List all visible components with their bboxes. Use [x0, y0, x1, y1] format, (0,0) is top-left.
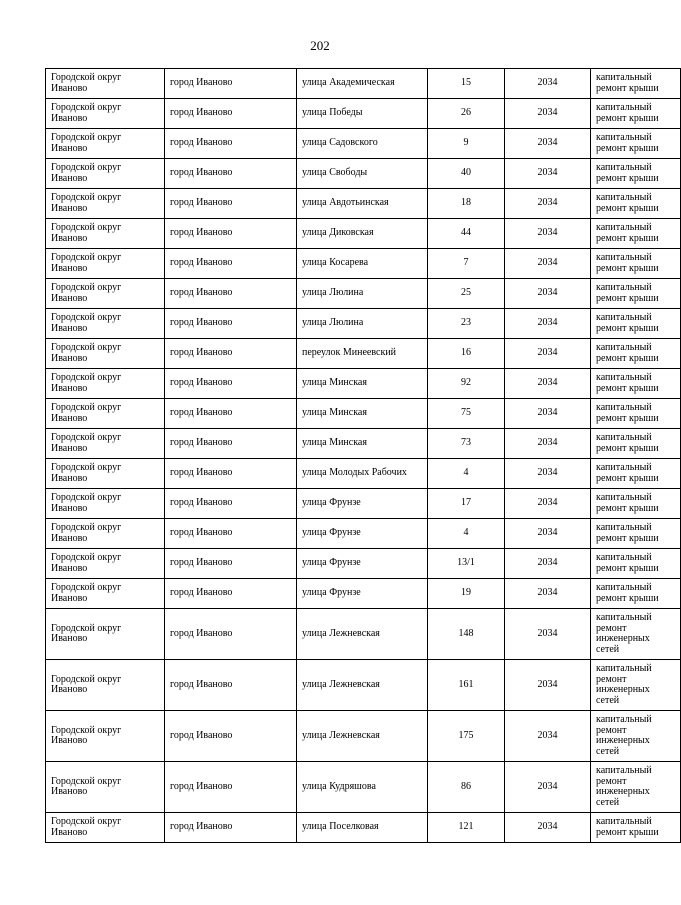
table-row — [46, 813, 681, 843]
municipality-cell: Городской округ Иваново — [46, 309, 165, 339]
city-cell: город Иваново — [165, 99, 297, 129]
work-type-cell: капитальный ремонт крыши — [591, 429, 681, 459]
street-cell: улица Лежневская — [297, 609, 428, 660]
municipality-cell: Городской округ Иваново — [46, 369, 165, 399]
municipality-cell: Городской округ Иваново — [46, 189, 165, 219]
table-row — [46, 660, 681, 711]
table-row — [46, 762, 681, 813]
house-number-cell: 26 — [428, 99, 505, 129]
house-number-cell: 19 — [428, 579, 505, 609]
table-row — [46, 159, 681, 189]
work-type-cell: капитальный ремонт крыши — [591, 249, 681, 279]
street-cell: улица Лежневская — [297, 711, 428, 762]
city-cell: город Иваново — [165, 711, 297, 762]
municipality-cell: Городской округ Иваново — [46, 69, 165, 99]
table-row — [46, 219, 681, 249]
city-cell: город Иваново — [165, 429, 297, 459]
city-cell: город Иваново — [165, 762, 297, 813]
municipality-cell: Городской округ Иваново — [46, 711, 165, 762]
city-cell: город Иваново — [165, 549, 297, 579]
street-cell: улица Минская — [297, 369, 428, 399]
table-row — [46, 459, 681, 489]
table-row — [46, 399, 681, 429]
city-cell: город Иваново — [165, 369, 297, 399]
work-type-cell: капитальный ремонт крыши — [591, 579, 681, 609]
house-number-cell: 121 — [428, 813, 505, 843]
work-type-cell: капитальный ремонт крыши — [591, 549, 681, 579]
city-cell: город Иваново — [165, 279, 297, 309]
house-number-cell: 148 — [428, 609, 505, 660]
house-number-cell: 40 — [428, 159, 505, 189]
work-type-cell: капитальный ремонт крыши — [591, 399, 681, 429]
work-type-cell: капитальный ремонт инженерных сетей — [591, 609, 681, 660]
street-cell: улица Кудряшова — [297, 762, 428, 813]
year-cell: 2034 — [505, 813, 591, 843]
street-cell: переулок Минеевский — [297, 339, 428, 369]
house-number-cell: 16 — [428, 339, 505, 369]
year-cell: 2034 — [505, 249, 591, 279]
year-cell: 2034 — [505, 609, 591, 660]
municipality-cell: Городской округ Иваново — [46, 279, 165, 309]
municipality-cell: Городской округ Иваново — [46, 762, 165, 813]
table-row — [46, 579, 681, 609]
table-row — [46, 189, 681, 219]
municipality-cell: Городской округ Иваново — [46, 489, 165, 519]
table-body — [46, 69, 681, 843]
municipality-cell: Городской округ Иваново — [46, 609, 165, 660]
work-type-cell: капитальный ремонт инженерных сетей — [591, 660, 681, 711]
work-type-cell: капитальный ремонт крыши — [591, 189, 681, 219]
street-cell: улица Победы — [297, 99, 428, 129]
house-number-cell: 161 — [428, 660, 505, 711]
municipality-cell: Городской округ Иваново — [46, 660, 165, 711]
street-cell: улица Косарева — [297, 249, 428, 279]
year-cell: 2034 — [505, 339, 591, 369]
city-cell: город Иваново — [165, 813, 297, 843]
house-number-cell: 175 — [428, 711, 505, 762]
year-cell: 2034 — [505, 549, 591, 579]
house-number-cell: 18 — [428, 189, 505, 219]
municipality-cell: Городской округ Иваново — [46, 159, 165, 189]
municipality-cell: Городской округ Иваново — [46, 399, 165, 429]
municipality-cell: Городской округ Иваново — [46, 519, 165, 549]
year-cell: 2034 — [505, 519, 591, 549]
table-row — [46, 339, 681, 369]
year-cell: 2034 — [505, 189, 591, 219]
municipality-cell: Городской округ Иваново — [46, 129, 165, 159]
year-cell: 2034 — [505, 99, 591, 129]
street-cell: улица Садовского — [297, 129, 428, 159]
city-cell: город Иваново — [165, 459, 297, 489]
work-type-cell: капитальный ремонт крыши — [591, 69, 681, 99]
year-cell: 2034 — [505, 711, 591, 762]
street-cell: улица Поселковая — [297, 813, 428, 843]
house-number-cell: 9 — [428, 129, 505, 159]
city-cell: город Иваново — [165, 309, 297, 339]
municipality-cell: Городской округ Иваново — [46, 813, 165, 843]
municipality-cell: Городской округ Иваново — [46, 459, 165, 489]
house-number-cell: 13/1 — [428, 549, 505, 579]
city-cell: город Иваново — [165, 399, 297, 429]
street-cell: улица Минская — [297, 429, 428, 459]
year-cell: 2034 — [505, 279, 591, 309]
year-cell: 2034 — [505, 219, 591, 249]
city-cell: город Иваново — [165, 159, 297, 189]
table-row — [46, 279, 681, 309]
work-type-cell: капитальный ремонт инженерных сетей — [591, 762, 681, 813]
work-type-cell: капитальный ремонт крыши — [591, 129, 681, 159]
house-number-cell: 44 — [428, 219, 505, 249]
city-cell: город Иваново — [165, 519, 297, 549]
street-cell: улица Академическая — [297, 69, 428, 99]
city-cell: город Иваново — [165, 579, 297, 609]
street-cell: улица Авдотьинская — [297, 189, 428, 219]
work-type-cell: капитальный ремонт крыши — [591, 159, 681, 189]
municipality-cell: Городской округ Иваново — [46, 249, 165, 279]
year-cell: 2034 — [505, 429, 591, 459]
municipality-cell: Городской округ Иваново — [46, 219, 165, 249]
house-number-cell: 92 — [428, 369, 505, 399]
table-row — [46, 489, 681, 519]
table-row — [46, 429, 681, 459]
table-row — [46, 549, 681, 579]
street-cell: улица Фрунзе — [297, 519, 428, 549]
table-row — [46, 711, 681, 762]
house-number-cell: 4 — [428, 459, 505, 489]
municipality-cell: Городской округ Иваново — [46, 339, 165, 369]
table-row — [46, 519, 681, 549]
year-cell: 2034 — [505, 762, 591, 813]
year-cell: 2034 — [505, 129, 591, 159]
year-cell: 2034 — [505, 309, 591, 339]
city-cell: город Иваново — [165, 69, 297, 99]
city-cell: город Иваново — [165, 609, 297, 660]
municipality-cell: Городской округ Иваново — [46, 579, 165, 609]
city-cell: город Иваново — [165, 339, 297, 369]
city-cell: город Иваново — [165, 660, 297, 711]
year-cell: 2034 — [505, 369, 591, 399]
house-number-cell: 73 — [428, 429, 505, 459]
street-cell: улица Диковская — [297, 219, 428, 249]
work-type-cell: капитальный ремонт крыши — [591, 813, 681, 843]
year-cell: 2034 — [505, 660, 591, 711]
municipality-cell: Городской округ Иваново — [46, 429, 165, 459]
city-cell: город Иваново — [165, 249, 297, 279]
year-cell: 2034 — [505, 489, 591, 519]
work-type-cell: капитальный ремонт крыши — [591, 369, 681, 399]
work-type-cell: капитальный ремонт крыши — [591, 309, 681, 339]
table-row — [46, 609, 681, 660]
table-row — [46, 249, 681, 279]
city-cell: город Иваново — [165, 129, 297, 159]
street-cell: улица Свободы — [297, 159, 428, 189]
house-number-cell: 25 — [428, 279, 505, 309]
street-cell: улица Молодых Рабочих — [297, 459, 428, 489]
year-cell: 2034 — [505, 579, 591, 609]
municipality-cell: Городской округ Иваново — [46, 99, 165, 129]
year-cell: 2034 — [505, 399, 591, 429]
city-cell: город Иваново — [165, 189, 297, 219]
table-row — [46, 69, 681, 99]
street-cell: улица Люлина — [297, 279, 428, 309]
house-number-cell: 86 — [428, 762, 505, 813]
street-cell: улица Люлина — [297, 309, 428, 339]
table-row — [46, 129, 681, 159]
street-cell: улица Фрунзе — [297, 579, 428, 609]
house-number-cell: 23 — [428, 309, 505, 339]
city-cell: город Иваново — [165, 219, 297, 249]
street-cell: улица Фрунзе — [297, 549, 428, 579]
year-cell: 2034 — [505, 459, 591, 489]
work-type-cell: капитальный ремонт крыши — [591, 219, 681, 249]
house-number-cell: 17 — [428, 489, 505, 519]
city-cell: город Иваново — [165, 489, 297, 519]
street-cell: улица Лежневская — [297, 660, 428, 711]
municipality-cell: Городской округ Иваново — [46, 549, 165, 579]
street-cell: улица Минская — [297, 399, 428, 429]
house-number-cell: 15 — [428, 69, 505, 99]
work-type-cell: капитальный ремонт крыши — [591, 339, 681, 369]
page-number: 202 — [310, 38, 330, 53]
table-row — [46, 309, 681, 339]
work-type-cell: капитальный ремонт крыши — [591, 489, 681, 519]
year-cell: 2034 — [505, 159, 591, 189]
house-number-cell: 7 — [428, 249, 505, 279]
work-type-cell: капитальный ремонт инженерных сетей — [591, 711, 681, 762]
year-cell: 2034 — [505, 69, 591, 99]
housing-repair-table — [45, 68, 681, 843]
table-row — [46, 369, 681, 399]
work-type-cell: капитальный ремонт крыши — [591, 99, 681, 129]
table-row — [46, 99, 681, 129]
house-number-cell: 4 — [428, 519, 505, 549]
house-number-cell: 75 — [428, 399, 505, 429]
work-type-cell: капитальный ремонт крыши — [591, 519, 681, 549]
work-type-cell: капитальный ремонт крыши — [591, 279, 681, 309]
work-type-cell: капитальный ремонт крыши — [591, 459, 681, 489]
street-cell: улица Фрунзе — [297, 489, 428, 519]
